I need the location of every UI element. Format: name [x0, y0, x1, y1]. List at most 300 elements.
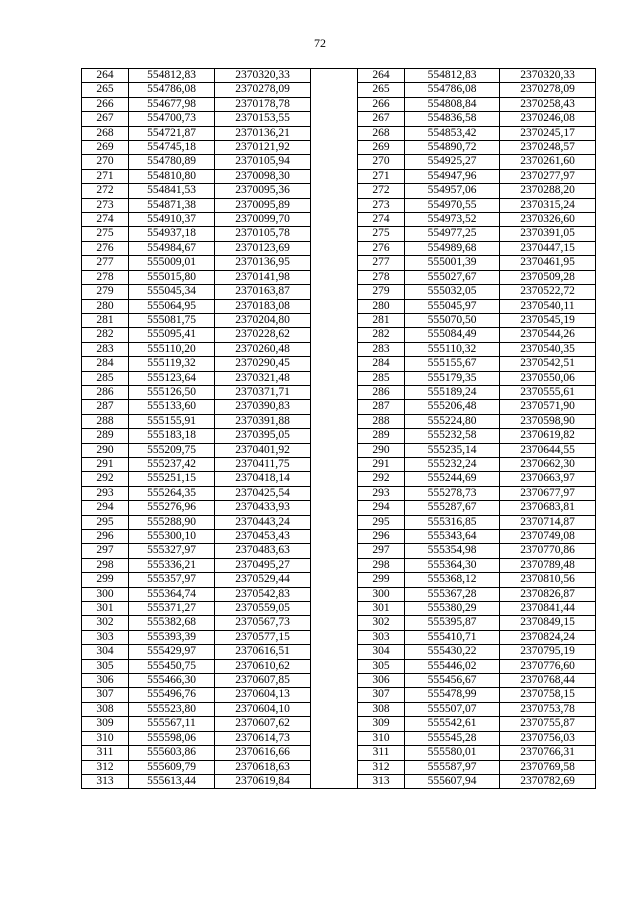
table-row — [82, 688, 596, 702]
right-y-coordinate-cell: 2370849,15 — [500, 616, 596, 630]
table-row — [82, 746, 596, 760]
column-gap — [311, 371, 358, 385]
right-x-coordinate-cell: 555380,29 — [405, 602, 500, 616]
column-gap — [311, 256, 358, 270]
left-y-coordinate-cell: 2370290,45 — [215, 357, 311, 371]
left-x-coordinate-cell: 555598,06 — [129, 731, 215, 745]
right-y-coordinate-cell: 2370758,15 — [500, 688, 596, 702]
table-row — [82, 616, 596, 630]
column-gap — [311, 83, 358, 97]
left-x-coordinate-cell: 554871,38 — [129, 198, 215, 212]
table-row — [82, 69, 596, 83]
left-x-coordinate-cell: 555009,01 — [129, 256, 215, 270]
left-x-coordinate-cell: 555110,20 — [129, 342, 215, 356]
table-row — [82, 270, 596, 284]
left-y-coordinate-cell: 2370401,92 — [215, 443, 311, 457]
left-x-coordinate-cell: 554812,83 — [129, 69, 215, 83]
column-gap — [311, 69, 358, 83]
table-row — [82, 602, 596, 616]
left-y-coordinate-cell: 2370098,30 — [215, 169, 311, 183]
right-y-coordinate-cell: 2370766,31 — [500, 746, 596, 760]
right-point-number-cell: 299 — [358, 573, 405, 587]
table-row — [82, 400, 596, 414]
right-y-coordinate-cell: 2370683,81 — [500, 501, 596, 515]
column-gap — [311, 616, 358, 630]
right-x-coordinate-cell: 555206,48 — [405, 400, 500, 414]
left-y-coordinate-cell: 2370136,95 — [215, 256, 311, 270]
table-row — [82, 313, 596, 327]
table-row — [82, 472, 596, 486]
column-gap — [311, 357, 358, 371]
right-y-coordinate-cell: 2370755,87 — [500, 717, 596, 731]
right-y-coordinate-cell: 2370461,95 — [500, 256, 596, 270]
table-row — [82, 213, 596, 227]
column-gap — [311, 443, 358, 457]
table-row — [82, 184, 596, 198]
left-y-coordinate-cell: 2370141,98 — [215, 270, 311, 284]
left-x-coordinate-cell: 555095,41 — [129, 328, 215, 342]
left-y-coordinate-cell: 2370178,78 — [215, 97, 311, 111]
right-x-coordinate-cell: 555410,71 — [405, 630, 500, 644]
right-x-coordinate-cell: 555179,35 — [405, 371, 500, 385]
right-point-number-cell: 278 — [358, 270, 405, 284]
right-y-coordinate-cell: 2370447,15 — [500, 241, 596, 255]
table-row — [82, 97, 596, 111]
left-y-coordinate-cell: 2370204,80 — [215, 313, 311, 327]
left-x-coordinate-cell: 555126,50 — [129, 385, 215, 399]
left-x-coordinate-cell: 555288,90 — [129, 515, 215, 529]
table-row — [82, 371, 596, 385]
table-row — [82, 659, 596, 673]
right-y-coordinate-cell: 2370749,08 — [500, 530, 596, 544]
right-x-coordinate-cell: 555001,39 — [405, 256, 500, 270]
left-x-coordinate-cell: 555496,76 — [129, 688, 215, 702]
left-y-coordinate-cell: 2370153,55 — [215, 112, 311, 126]
right-x-coordinate-cell: 555607,94 — [405, 774, 500, 788]
left-point-number-cell: 294 — [82, 501, 129, 515]
column-gap — [311, 501, 358, 515]
left-y-coordinate-cell: 2370607,85 — [215, 674, 311, 688]
left-point-number-cell: 269 — [82, 141, 129, 155]
right-point-number-cell: 303 — [358, 630, 405, 644]
left-point-number-cell: 307 — [82, 688, 129, 702]
right-y-coordinate-cell: 2370770,86 — [500, 544, 596, 558]
left-point-number-cell: 264 — [82, 69, 129, 83]
column-gap — [311, 774, 358, 788]
left-point-number-cell: 284 — [82, 357, 129, 371]
table-row — [82, 587, 596, 601]
right-point-number-cell: 276 — [358, 241, 405, 255]
right-point-number-cell: 294 — [358, 501, 405, 515]
right-x-coordinate-cell: 555367,28 — [405, 587, 500, 601]
column-gap — [311, 141, 358, 155]
table-row — [82, 717, 596, 731]
column-gap — [311, 313, 358, 327]
left-y-coordinate-cell: 2370105,78 — [215, 227, 311, 241]
left-point-number-cell: 274 — [82, 213, 129, 227]
left-x-coordinate-cell: 555133,60 — [129, 400, 215, 414]
table-row — [82, 241, 596, 255]
right-y-coordinate-cell: 2370288,20 — [500, 184, 596, 198]
left-point-number-cell: 309 — [82, 717, 129, 731]
table-row — [82, 83, 596, 97]
left-x-coordinate-cell: 555119,32 — [129, 357, 215, 371]
right-y-coordinate-cell: 2370320,33 — [500, 69, 596, 83]
right-point-number-cell: 308 — [358, 702, 405, 716]
column-gap — [311, 155, 358, 169]
right-x-coordinate-cell: 554947,96 — [405, 169, 500, 183]
left-point-number-cell: 285 — [82, 371, 129, 385]
left-y-coordinate-cell: 2370616,66 — [215, 746, 311, 760]
right-x-coordinate-cell: 554786,08 — [405, 83, 500, 97]
right-point-number-cell: 264 — [358, 69, 405, 83]
right-x-coordinate-cell: 554890,72 — [405, 141, 500, 155]
right-y-coordinate-cell: 2370555,61 — [500, 385, 596, 399]
left-point-number-cell: 273 — [82, 198, 129, 212]
right-point-number-cell: 289 — [358, 429, 405, 443]
left-x-coordinate-cell: 554984,67 — [129, 241, 215, 255]
table-row — [82, 357, 596, 371]
table-row — [82, 443, 596, 457]
right-y-coordinate-cell: 2370598,90 — [500, 414, 596, 428]
right-y-coordinate-cell: 2370795,19 — [500, 645, 596, 659]
right-point-number-cell: 288 — [358, 414, 405, 428]
right-point-number-cell: 297 — [358, 544, 405, 558]
left-y-coordinate-cell: 2370529,44 — [215, 573, 311, 587]
left-x-coordinate-cell: 555613,44 — [129, 774, 215, 788]
right-y-coordinate-cell: 2370540,35 — [500, 342, 596, 356]
right-y-coordinate-cell: 2370509,28 — [500, 270, 596, 284]
right-x-coordinate-cell: 555032,05 — [405, 285, 500, 299]
right-y-coordinate-cell: 2370776,60 — [500, 659, 596, 673]
left-y-coordinate-cell: 2370616,51 — [215, 645, 311, 659]
left-x-coordinate-cell: 555364,74 — [129, 587, 215, 601]
column-gap — [311, 674, 358, 688]
right-point-number-cell: 309 — [358, 717, 405, 731]
right-point-number-cell: 283 — [358, 342, 405, 356]
right-point-number-cell: 273 — [358, 198, 405, 212]
left-x-coordinate-cell: 554780,89 — [129, 155, 215, 169]
table-row — [82, 760, 596, 774]
right-x-coordinate-cell: 555070,50 — [405, 313, 500, 327]
right-point-number-cell: 272 — [358, 184, 405, 198]
right-point-number-cell: 286 — [358, 385, 405, 399]
left-x-coordinate-cell: 555183,18 — [129, 429, 215, 443]
left-x-coordinate-cell: 555382,68 — [129, 616, 215, 630]
right-y-coordinate-cell: 2370245,17 — [500, 126, 596, 140]
column-gap — [311, 688, 358, 702]
right-x-coordinate-cell: 555587,97 — [405, 760, 500, 774]
right-point-number-cell: 295 — [358, 515, 405, 529]
left-x-coordinate-cell: 555081,75 — [129, 313, 215, 327]
table-row — [82, 112, 596, 126]
table-row — [82, 674, 596, 688]
left-point-number-cell: 301 — [82, 602, 129, 616]
left-point-number-cell: 275 — [82, 227, 129, 241]
left-point-number-cell: 268 — [82, 126, 129, 140]
column-gap — [311, 126, 358, 140]
left-y-coordinate-cell: 2370418,14 — [215, 472, 311, 486]
left-x-coordinate-cell: 555523,80 — [129, 702, 215, 716]
column-gap — [311, 746, 358, 760]
left-y-coordinate-cell: 2370542,83 — [215, 587, 311, 601]
table-row — [82, 429, 596, 443]
left-point-number-cell: 279 — [82, 285, 129, 299]
left-y-coordinate-cell: 2370619,84 — [215, 774, 311, 788]
left-y-coordinate-cell: 2370453,43 — [215, 530, 311, 544]
column-gap — [311, 702, 358, 716]
right-x-coordinate-cell: 555395,87 — [405, 616, 500, 630]
left-x-coordinate-cell: 554677,98 — [129, 97, 215, 111]
right-y-coordinate-cell: 2370261,60 — [500, 155, 596, 169]
right-x-coordinate-cell: 555244,69 — [405, 472, 500, 486]
table-row — [82, 169, 596, 183]
table-row — [82, 731, 596, 745]
left-point-number-cell: 297 — [82, 544, 129, 558]
left-point-number-cell: 299 — [82, 573, 129, 587]
table-row — [82, 342, 596, 356]
left-y-coordinate-cell: 2370614,73 — [215, 731, 311, 745]
left-y-coordinate-cell: 2370559,05 — [215, 602, 311, 616]
left-x-coordinate-cell: 555450,75 — [129, 659, 215, 673]
right-x-coordinate-cell: 555364,30 — [405, 558, 500, 572]
table-row — [82, 414, 596, 428]
left-x-coordinate-cell: 555251,15 — [129, 472, 215, 486]
left-x-coordinate-cell: 555123,64 — [129, 371, 215, 385]
right-point-number-cell: 304 — [358, 645, 405, 659]
right-y-coordinate-cell: 2370278,09 — [500, 83, 596, 97]
left-point-number-cell: 310 — [82, 731, 129, 745]
left-point-number-cell: 283 — [82, 342, 129, 356]
left-y-coordinate-cell: 2370433,93 — [215, 501, 311, 515]
left-x-coordinate-cell: 554700,73 — [129, 112, 215, 126]
left-point-number-cell: 300 — [82, 587, 129, 601]
table-row — [82, 457, 596, 471]
left-point-number-cell: 267 — [82, 112, 129, 126]
left-point-number-cell: 302 — [82, 616, 129, 630]
right-y-coordinate-cell: 2370550,06 — [500, 371, 596, 385]
right-x-coordinate-cell: 554957,06 — [405, 184, 500, 198]
table-row — [82, 501, 596, 515]
right-x-coordinate-cell: 554977,25 — [405, 227, 500, 241]
right-x-coordinate-cell: 555110,32 — [405, 342, 500, 356]
right-x-coordinate-cell: 555354,98 — [405, 544, 500, 558]
table-row — [82, 530, 596, 544]
left-y-coordinate-cell: 2370395,05 — [215, 429, 311, 443]
left-point-number-cell: 311 — [82, 746, 129, 760]
left-y-coordinate-cell: 2370443,24 — [215, 515, 311, 529]
right-y-coordinate-cell: 2370663,97 — [500, 472, 596, 486]
right-point-number-cell: 275 — [358, 227, 405, 241]
right-x-coordinate-cell: 555278,73 — [405, 486, 500, 500]
column-gap — [311, 342, 358, 356]
right-point-number-cell: 282 — [358, 328, 405, 342]
left-point-number-cell: 270 — [82, 155, 129, 169]
right-x-coordinate-cell: 555232,24 — [405, 457, 500, 471]
column-gap — [311, 328, 358, 342]
page-number: 72 — [314, 36, 326, 50]
column-gap — [311, 270, 358, 284]
left-x-coordinate-cell: 555209,75 — [129, 443, 215, 457]
left-x-coordinate-cell: 555015,80 — [129, 270, 215, 284]
table-row — [82, 256, 596, 270]
left-point-number-cell: 280 — [82, 299, 129, 313]
right-y-coordinate-cell: 2370756,03 — [500, 731, 596, 745]
left-point-number-cell: 305 — [82, 659, 129, 673]
right-y-coordinate-cell: 2370753,78 — [500, 702, 596, 716]
left-y-coordinate-cell: 2370411,75 — [215, 457, 311, 471]
right-point-number-cell: 271 — [358, 169, 405, 183]
right-point-number-cell: 265 — [358, 83, 405, 97]
column-gap — [311, 717, 358, 731]
right-y-coordinate-cell: 2370789,48 — [500, 558, 596, 572]
column-gap — [311, 544, 358, 558]
column-gap — [311, 285, 358, 299]
column-gap — [311, 645, 358, 659]
left-x-coordinate-cell: 554910,37 — [129, 213, 215, 227]
left-x-coordinate-cell: 554937,18 — [129, 227, 215, 241]
left-y-coordinate-cell: 2370371,71 — [215, 385, 311, 399]
table-row — [82, 630, 596, 644]
left-y-coordinate-cell: 2370260,48 — [215, 342, 311, 356]
column-gap — [311, 385, 358, 399]
right-x-coordinate-cell: 555545,28 — [405, 731, 500, 745]
left-y-coordinate-cell: 2370228,62 — [215, 328, 311, 342]
table-row — [82, 328, 596, 342]
left-x-coordinate-cell: 554745,18 — [129, 141, 215, 155]
right-x-coordinate-cell: 555456,67 — [405, 674, 500, 688]
left-y-coordinate-cell: 2370099,70 — [215, 213, 311, 227]
left-y-coordinate-cell: 2370618,63 — [215, 760, 311, 774]
left-y-coordinate-cell: 2370495,27 — [215, 558, 311, 572]
column-gap — [311, 227, 358, 241]
right-x-coordinate-cell: 555316,85 — [405, 515, 500, 529]
table-row — [82, 573, 596, 587]
column-gap — [311, 472, 358, 486]
left-y-coordinate-cell: 2370095,89 — [215, 198, 311, 212]
right-y-coordinate-cell: 2370544,26 — [500, 328, 596, 342]
left-point-number-cell: 287 — [82, 400, 129, 414]
left-point-number-cell: 286 — [82, 385, 129, 399]
right-point-number-cell: 292 — [358, 472, 405, 486]
right-x-coordinate-cell: 555287,67 — [405, 501, 500, 515]
left-point-number-cell: 265 — [82, 83, 129, 97]
column-gap — [311, 602, 358, 616]
right-x-coordinate-cell: 555446,02 — [405, 659, 500, 673]
right-y-coordinate-cell: 2370714,87 — [500, 515, 596, 529]
left-y-coordinate-cell: 2370577,15 — [215, 630, 311, 644]
left-y-coordinate-cell: 2370425,54 — [215, 486, 311, 500]
right-y-coordinate-cell: 2370391,05 — [500, 227, 596, 241]
left-point-number-cell: 298 — [82, 558, 129, 572]
left-x-coordinate-cell: 555429,97 — [129, 645, 215, 659]
right-point-number-cell: 293 — [358, 486, 405, 500]
left-y-coordinate-cell: 2370320,33 — [215, 69, 311, 83]
right-point-number-cell: 311 — [358, 746, 405, 760]
left-point-number-cell: 295 — [82, 515, 129, 529]
right-y-coordinate-cell: 2370782,69 — [500, 774, 596, 788]
right-x-coordinate-cell: 555343,64 — [405, 530, 500, 544]
column-gap — [311, 299, 358, 313]
column-gap — [311, 213, 358, 227]
right-y-coordinate-cell: 2370768,44 — [500, 674, 596, 688]
right-y-coordinate-cell: 2370248,57 — [500, 141, 596, 155]
right-x-coordinate-cell: 554836,58 — [405, 112, 500, 126]
column-gap — [311, 659, 358, 673]
right-point-number-cell: 307 — [358, 688, 405, 702]
right-y-coordinate-cell: 2370545,19 — [500, 313, 596, 327]
left-point-number-cell: 291 — [82, 457, 129, 471]
right-x-coordinate-cell: 555189,24 — [405, 385, 500, 399]
left-point-number-cell: 277 — [82, 256, 129, 270]
left-y-coordinate-cell: 2370610,62 — [215, 659, 311, 673]
right-point-number-cell: 281 — [358, 313, 405, 327]
right-x-coordinate-cell: 554970,55 — [405, 198, 500, 212]
column-gap — [311, 486, 358, 500]
left-y-coordinate-cell: 2370278,09 — [215, 83, 311, 97]
right-y-coordinate-cell: 2370824,24 — [500, 630, 596, 644]
table-row — [82, 486, 596, 500]
right-point-number-cell: 267 — [358, 112, 405, 126]
left-point-number-cell: 292 — [82, 472, 129, 486]
left-y-coordinate-cell: 2370391,88 — [215, 414, 311, 428]
right-x-coordinate-cell: 554853,42 — [405, 126, 500, 140]
left-point-number-cell: 313 — [82, 774, 129, 788]
right-point-number-cell: 279 — [358, 285, 405, 299]
right-point-number-cell: 306 — [358, 674, 405, 688]
column-gap — [311, 414, 358, 428]
right-x-coordinate-cell: 554989,68 — [405, 241, 500, 255]
column-gap — [311, 169, 358, 183]
left-y-coordinate-cell: 2370123,69 — [215, 241, 311, 255]
left-y-coordinate-cell: 2370604,10 — [215, 702, 311, 716]
right-y-coordinate-cell: 2370810,56 — [500, 573, 596, 587]
right-x-coordinate-cell: 555430,22 — [405, 645, 500, 659]
table-row — [82, 558, 596, 572]
left-point-number-cell: 304 — [82, 645, 129, 659]
column-gap — [311, 731, 358, 745]
right-y-coordinate-cell: 2370677,97 — [500, 486, 596, 500]
left-point-number-cell: 289 — [82, 429, 129, 443]
left-y-coordinate-cell: 2370163,87 — [215, 285, 311, 299]
right-point-number-cell: 285 — [358, 371, 405, 385]
right-point-number-cell: 296 — [358, 530, 405, 544]
table-row — [82, 198, 596, 212]
left-x-coordinate-cell: 555466,30 — [129, 674, 215, 688]
column-gap — [311, 241, 358, 255]
column-gap — [311, 573, 358, 587]
column-gap — [311, 429, 358, 443]
right-point-number-cell: 284 — [358, 357, 405, 371]
left-point-number-cell: 303 — [82, 630, 129, 644]
table-row — [82, 385, 596, 399]
right-y-coordinate-cell: 2370522,72 — [500, 285, 596, 299]
right-x-coordinate-cell: 555580,01 — [405, 746, 500, 760]
left-x-coordinate-cell: 555327,97 — [129, 544, 215, 558]
left-y-coordinate-cell: 2370121,92 — [215, 141, 311, 155]
right-x-coordinate-cell: 554973,52 — [405, 213, 500, 227]
left-point-number-cell: 281 — [82, 313, 129, 327]
table-row — [82, 645, 596, 659]
right-x-coordinate-cell: 555542,61 — [405, 717, 500, 731]
table-row — [82, 227, 596, 241]
left-point-number-cell: 271 — [82, 169, 129, 183]
right-point-number-cell: 291 — [358, 457, 405, 471]
right-y-coordinate-cell: 2370826,87 — [500, 587, 596, 601]
left-y-coordinate-cell: 2370321,48 — [215, 371, 311, 385]
column-gap — [311, 400, 358, 414]
column-gap — [311, 184, 358, 198]
